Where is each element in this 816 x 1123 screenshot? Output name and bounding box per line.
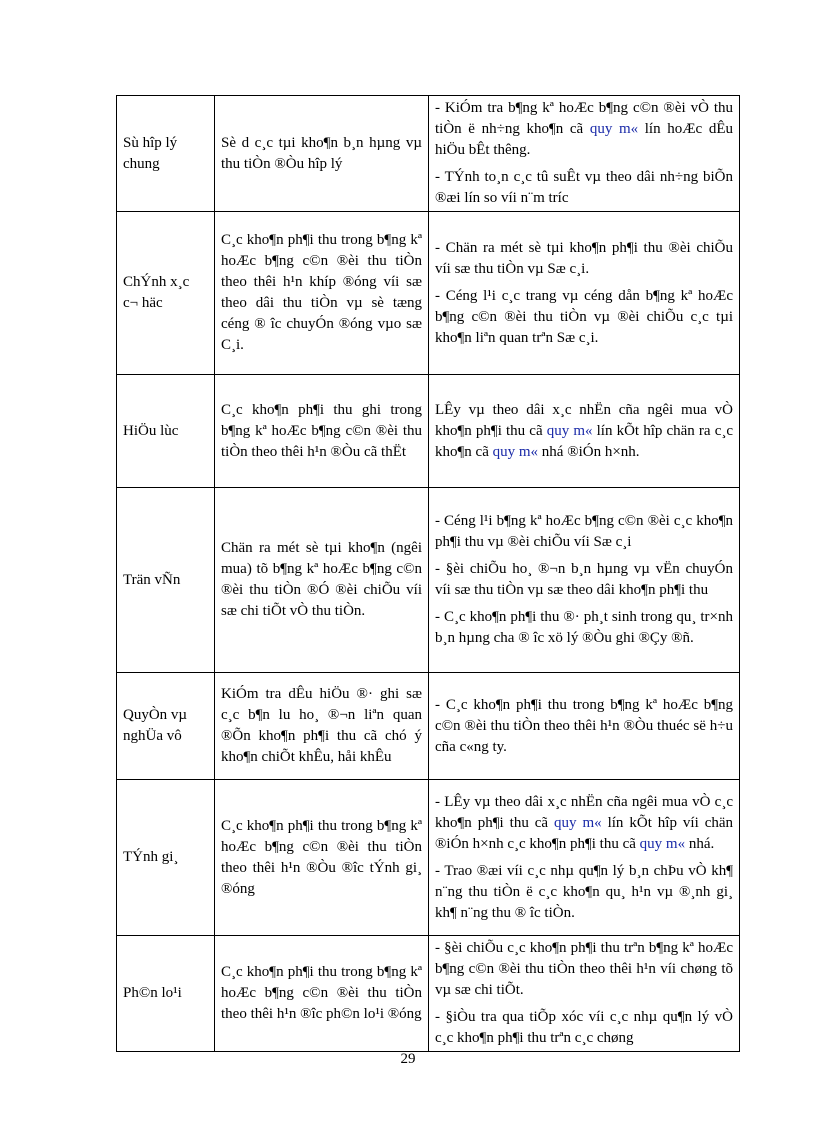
procedure-text: - Trao ®æi víi c¸c nhµ qu¶n lý b¸n chÞu vÒ kh¶ n¨ng thu tiÒn ë c¸c kho¶n qu¸ h¹n vµ ®¸nh gi¸ kh¶ n¨ng thu ® îc tiÒn. (435, 862, 733, 921)
control-description-cell: Chän ra mét sè tµi kho¶n (ngêi mua) tõ b¶ng kª hoÆc b¶ng c©n ®èi thu tiÒn ®Ó ®èi chiÕu víi sæ chi tiÕt vÒ thu tiÒn. (215, 488, 429, 673)
procedure-paragraph (435, 1007, 733, 1049)
procedure-paragraph (435, 511, 733, 553)
audit-procedures-cell (429, 936, 740, 1052)
table-row (117, 488, 740, 673)
highlighted-term: quy m« (639, 835, 686, 852)
highlighted-term: quy m« (554, 814, 602, 831)
audit-objective-cell: Trän vÑn (117, 488, 215, 673)
procedure-text: nhá ®iÓn h×nh. (538, 443, 640, 460)
procedure-paragraph (435, 559, 733, 601)
audit-procedures-cell (429, 212, 740, 375)
table-row (117, 96, 740, 212)
procedure-text: lín hoÆc dÊu hiÖu bÊt thêng. (435, 121, 733, 158)
procedure-text: - LÊy vµ theo dâi x¸c nhËn cña ngêi mua vÒ c¸c kho¶n ph¶i thu cã (435, 793, 733, 831)
procedure-paragraph (435, 400, 733, 463)
control-description-cell: C¸c kho¶n ph¶i thu trong b¶ng kª hoÆc b¶ng c©n ®èi thu tiÒn theo thêi h¹n ®îc ph©n lo¹i ®óng (215, 936, 429, 1052)
control-description-cell: C¸c kho¶n ph¶i thu trong b¶ng kª hoÆc b¶ng c©n ®èi thu tiÒn theo thêi h¹n khíp ®óng víi sæ theo dâi thu tiÒn vµ sè tæng céng ® îc chuyÓn ®óng vµo sæ C¸i. (215, 212, 429, 375)
table-row (117, 212, 740, 375)
procedure-paragraph (435, 286, 733, 349)
procedure-paragraph (435, 167, 733, 209)
procedure-text: lín kÕt hîp víi chän ®iÓn h×nh c¸c kho¶n ph¶i thu cã (435, 814, 734, 852)
procedure-paragraph (435, 607, 733, 649)
procedure-paragraph (435, 792, 733, 855)
procedure-text: - Chän ra mét sè tµi kho¶n ph¶i thu ®èi chiÕu víi sæ thu tiÒn vµ Sæ c¸i. (435, 239, 733, 277)
control-description-cell: C¸c kho¶n ph¶i thu trong b¶ng kª hoÆc b¶ng c©n ®èi thu tiÒn theo thêi h¹n ®Òu ®îc tÝnh gi¸ ®óng (215, 780, 429, 936)
table-row (117, 673, 740, 780)
audit-procedures-cell (429, 96, 740, 212)
procedure-text: nhá. (685, 835, 715, 852)
table-row (117, 936, 740, 1052)
audit-objective-cell: ChÝnh x¸c c¬ häc (117, 212, 215, 375)
audit-objective-cell: QuyÒn vµ nghÜa vô (117, 673, 215, 780)
audit-procedures-cell (429, 780, 740, 936)
procedure-text: - §èi chiÕu c¸c kho¶n ph¶i thu trªn b¶ng kª hoÆc b¶ng c©n ®èi thu tiÒn theo thêi h¹n víi chøng tõ vµ sæ chi tiÕt. (435, 940, 733, 998)
table-row (117, 375, 740, 488)
procedure-text: lín kÕt hîp chän ra c¸c kho¶n cã (435, 422, 734, 460)
procedure-paragraph (435, 238, 733, 280)
procedure-paragraph (435, 98, 733, 161)
procedure-text: - §èi chiÕu ho¸ ®¬n b¸n hµng vµ vËn chuyÓn víi sæ thu tiÒn vµ sæ theo dâi kho¶n ph¶i thu (435, 561, 733, 598)
procedure-text: LÊy vµ theo dâi x¸c nhËn cña ngêi mua vÒ kho¶n ph¶i thu cã (435, 401, 733, 439)
procedure-paragraph (435, 938, 733, 1001)
procedure-paragraph (435, 861, 733, 924)
audit-objective-cell: TÝnh gi¸ (117, 780, 215, 936)
audit-objective-cell: HiÖu lùc (117, 375, 215, 488)
control-description-cell: KiÓm tra dÊu hiÖu ®· ghi sæ c¸c b¶n lu ho¸ ®¬n liªn quan ®Õn kho¶n ph¶i thu cã chó ý kho¶n chiÕt khÊu, håi khÊu (215, 673, 429, 780)
procedure-text: - Céng l¹i b¶ng kª hoÆc b¶ng c©n ®èi c¸c kho¶n ph¶i thu vµ ®èi chiÕu víi Sæ c¸i (435, 513, 733, 550)
procedure-paragraph (435, 695, 733, 758)
highlighted-term: quy m« (546, 422, 593, 439)
procedure-text: - C¸c kho¶n ph¶i thu trong b¶ng kª hoÆc b¶ng c©n ®èi thu tiÒn theo thêi h¹n ®Òu thuéc së h÷u cña c«ng ty. (435, 696, 733, 755)
table-row (117, 780, 740, 936)
audit-procedures-cell (429, 375, 740, 488)
audit-objective-cell: Sù hîp lý chung (117, 96, 215, 212)
procedure-text: - TÝnh to¸n c¸c tû suÊt vµ theo dâi nh÷ng biÕn ®æi lín so víi n¨m tríc (435, 169, 733, 206)
procedure-text: - C¸c kho¶n ph¶i thu ®· ph¸t sinh trong qu¸ tr×nh b¸n hµng cha ® îc xö lý ®Òu ghi ®Çy ®ñ. (435, 609, 733, 646)
procedure-text: - §iÒu tra qua tiÕp xóc víi c¸c nhµ qu¶n lý vÒ c¸c kho¶n ph¶i thu trªn c¸c chøng (435, 1009, 733, 1046)
audit-procedures-cell (429, 673, 740, 780)
audit-procedures-cell (429, 488, 740, 673)
page-number: 29 (400, 1051, 416, 1067)
audit-procedures-table (116, 95, 740, 1052)
audit-objective-cell: Ph©n lo¹i (117, 936, 215, 1052)
highlighted-term: quy m« (492, 443, 539, 460)
procedure-text: - Céng l¹i c¸c trang vµ céng dån b¶ng kª hoÆc b¶ng c©n ®èi thu tiÒn vµ ®èi chiÕu c¸c tµi kho¶n liªn quan trªn Sæ c¸i. (435, 287, 733, 346)
control-description-cell: Sè d c¸c tµi kho¶n b¸n hµng vµ thu tiÒn ®Òu hîp lý (215, 96, 429, 212)
control-description-cell: C¸c kho¶n ph¶i thu ghi trong b¶ng kª hoÆc b¶ng c©n ®èi thu tiÒn theo thêi h¹n ®Òu cã thËt (215, 375, 429, 488)
procedure-text: - KiÓm tra b¶ng kª hoÆc b¶ng c©n ®èi vÒ thu tiÒn ë nh÷ng kho¶n cã (435, 100, 733, 137)
highlighted-term: quy m« (589, 121, 639, 137)
